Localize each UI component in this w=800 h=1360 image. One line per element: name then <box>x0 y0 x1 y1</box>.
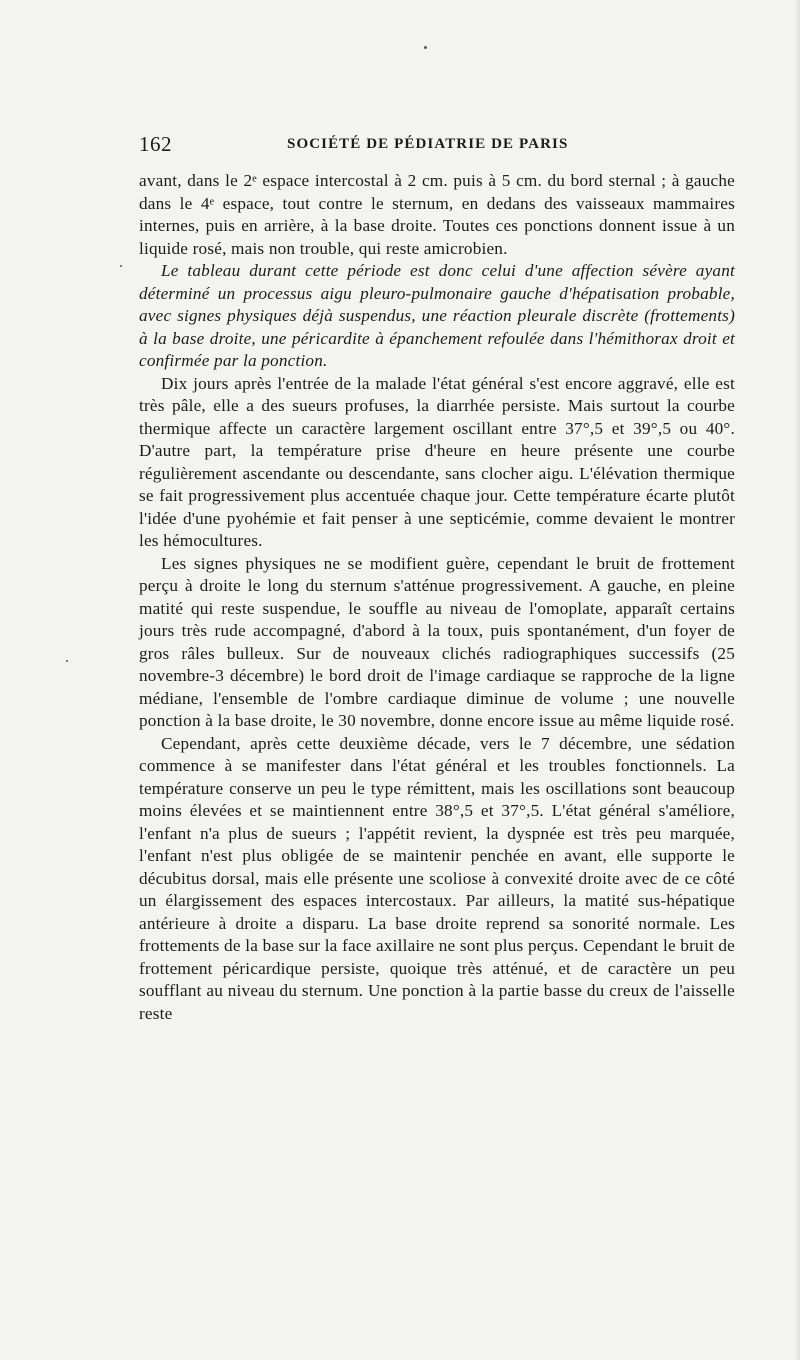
running-title: SOCIÉTÉ DE PÉDIATRIE DE PARIS <box>287 136 569 152</box>
paragraph: Les signes physiques ne se modifient guère, cependant le bruit de frottement perçu à droite le long du sternum s'atténue progressivement. A gauche, en pleine matité qui reste suspendue, le souffle au niveau de l'omoplate, apparaît certains jours très rude accompagné, d'abord à la toux, puis spontanément, d'un foyer de gros râles bulleux. Sur de nouveaux clichés radiographiques successifs (25 novembre-3 décembre) le bord droit de l'image cardiaque se rapproche de la ligne médiane, l'ensemble de l'ombre cardiaque diminue de volume ; une nouvelle ponction à la base droite, le 30 novembre, donne encore issue au même liquide rosé. <box>139 553 735 730</box>
paper-speck <box>424 46 427 49</box>
running-header <box>139 132 739 158</box>
body-text <box>139 170 735 1025</box>
page-number: 162 <box>139 132 172 156</box>
paragraph-continuation: avant, dans le 2ᵉ espace intercostal à 2 cm. puis à 5 cm. du bord sternal ; à gauche dans le 4ᵉ espace, tout contre le sternum, en dedans des vaisseaux mammaires internes, puis en arrière, à la base droite. Toutes ces ponctions donnent issue à un liquide rosé, mais non trouble, qui reste amicrobien. <box>139 171 735 258</box>
paragraph-italic-summary: Le tableau durant cette période est donc celui d'une affection sévère ayant déterminé un processus aigu pleuro-pulmonaire gauche d'hépatisation probable, avec signes physiques déjà suspendus, une réaction pleurale discrète (frottements) à la base droite, une péricardite à épanchement refoulée dans l'hémithorax droit et confirmée par la ponction. <box>139 261 735 370</box>
page-edge-shadow <box>794 0 800 1360</box>
paragraph: Cependant, après cette deuxième décade, vers le 7 décembre, une sédation commence à se manifester dans l'état général et les troubles fonctionnels. La température conserve un peu le type rémittent, mais les oscillations sont beaucoup moins élevées et se maintiennent entre 38°,5 et 37°,5. L'état général s'améliore, l'enfant n'a plus de sueurs ; l'appétit revient, la dyspnée est très peu marquée, l'enfant n'est plus obligée de se maintenir penchée en avant, elle supporte le décubitus dorsal, mais elle présente une scoliose à convexité droite avec de ce côté un élargissement des espaces intercostaux. Par ailleurs, la matité sus-hépatique antérieure à droite a disparu. La base droite reprend sa sonorité normale. Les frottements de la base sur la face axillaire ne sont plus perçus. Cependant le bruit de frottement péricardique persiste, quoique très atténué, et de caractère un peu soufflant au niveau du sternum. Une ponction à la partie basse du creux de l'aisselle reste <box>139 733 735 1023</box>
paragraph: Dix jours après l'entrée de la malade l'état général s'est encore aggravé, elle est très pâle, elle a des sueurs profuses, la diarrhée persiste. Mais surtout la courbe thermique affecte un caractère largement oscillant entre 37°,5 et 39°,5 ou 40°. D'autre part, la température prise d'heure en heure présente une courbe régulièrement ascendante ou descendante, sans clocher aigu. L'élévation thermique se fait progressivement plus accentuée chaque jour. Cette température écarte plutôt l'idée d'une pyohémie et fait penser à une septicémie, comme devaient le montrer les hémocultures. <box>139 373 735 550</box>
paper-speck <box>120 265 122 267</box>
paper-speck <box>66 660 68 662</box>
